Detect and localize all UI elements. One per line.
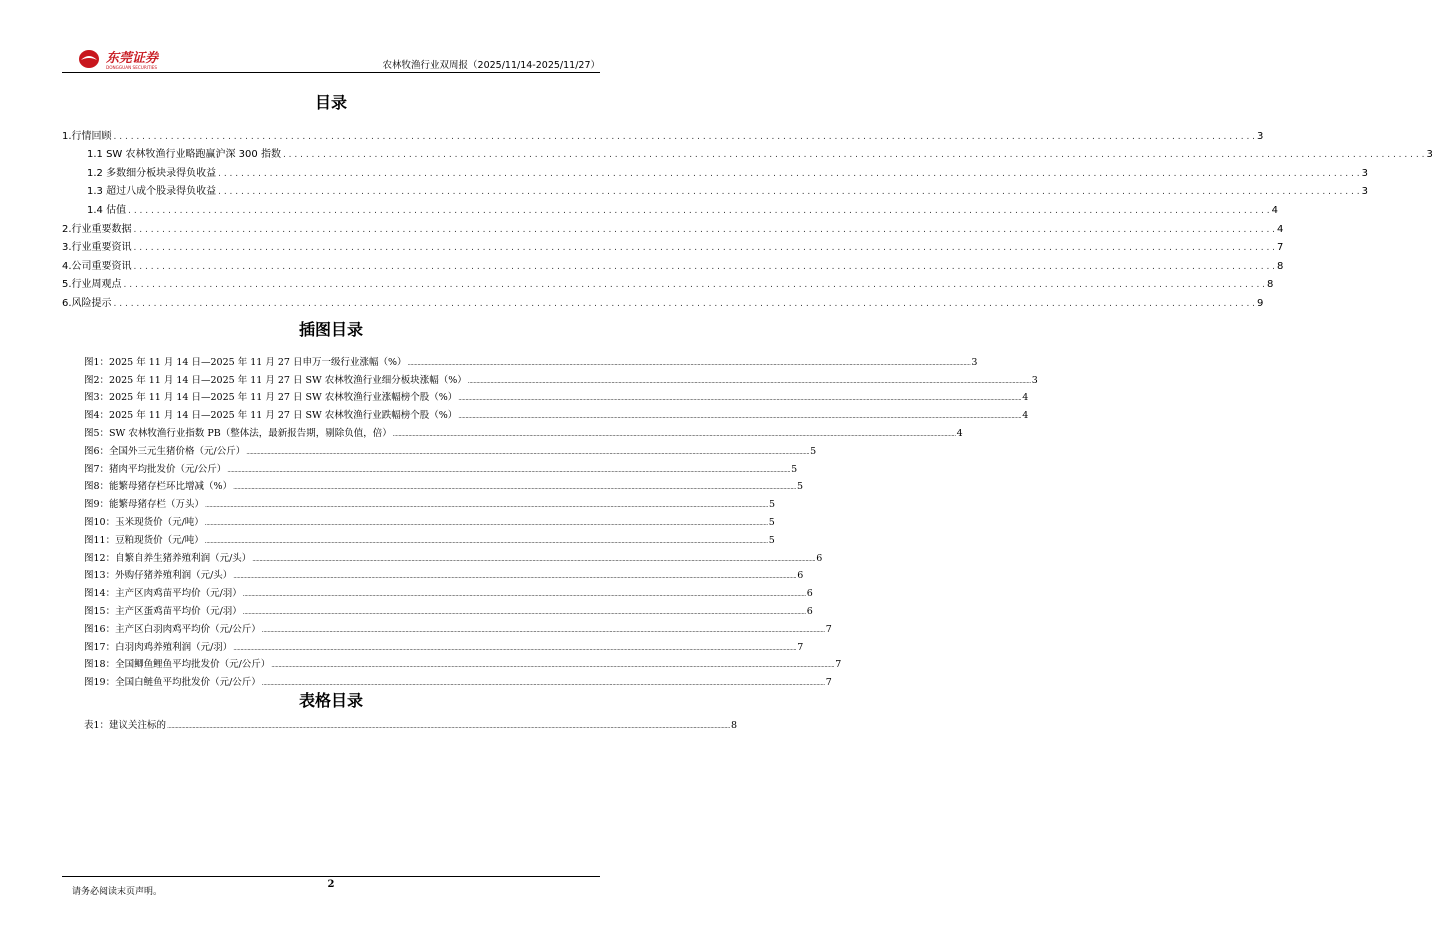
- entry-page-number: 5: [768, 499, 775, 511]
- list-item[interactable]: [84, 714, 737, 732]
- dot-leader: ................................................................................................................................................................................................................................................................................................................................................................................................................: [271, 662, 835, 670]
- dot-leader: ................................................................................................................................................................................................................................................................................................................................................................................................................: [242, 591, 806, 599]
- entry-page-number: 3: [1031, 374, 1038, 386]
- entry-label: 2.行业重要数据: [62, 223, 132, 235]
- entry-page-number: 3: [1257, 130, 1264, 142]
- dot-leader: . . . . . . . . . . . . . . . . . . . . . . . . . . . . . . . . . . . . . . . . . . . . . . . . . . . . . . . . . . . . . . . . . . . . . . . . . . . . . . . . . . . . . . . . . . . . . . . . . . . . . . . . . . . . . . . . . . . . . . . . . . . . . . . . . . . . . . . . . . . . . . . . . . . . . . . . . . . . . . . . . . . . . . . . . . . . . . . . . . . . . . . . . . . . . . . . . . . . . . . .: [218, 168, 1360, 179]
- header-divider: [62, 72, 600, 73]
- toc-entry[interactable]: [62, 181, 1368, 200]
- list-item[interactable]: [84, 671, 832, 689]
- list-item[interactable]: [84, 493, 775, 511]
- entry-label: 图8：能繁母猪存栏环比增减（%）: [84, 481, 233, 493]
- entry-page-number: 3: [1361, 167, 1368, 179]
- dot-leader: ................................................................................................................................................................................................................................................................................................................................................................................................................: [407, 359, 971, 367]
- entry-page-number: 4: [1022, 410, 1029, 422]
- entry-page-number: 6: [806, 588, 813, 600]
- toc-entry[interactable]: [62, 274, 1274, 293]
- dot-leader: ................................................................................................................................................................................................................................................................................................................................................................................................................: [205, 502, 768, 510]
- entry-page-number: 4: [1271, 204, 1278, 216]
- entry-page-number: 4: [1277, 223, 1284, 235]
- dot-leader: ................................................................................................................................................................................................................................................................................................................................................................................................................: [233, 644, 797, 652]
- entry-page-number: 7: [825, 677, 832, 689]
- entry-page-number: 7: [797, 641, 804, 653]
- toc-entry[interactable]: [62, 125, 1264, 144]
- entry-label: 表1：建议关注标的: [84, 719, 167, 731]
- list-item[interactable]: [84, 476, 804, 494]
- entry-label: 图18：全国鲫鱼鲤鱼平均批发价（元/公斤）: [84, 659, 271, 671]
- dot-leader: ................................................................................................................................................................................................................................................................................................................................................................................................................: [204, 519, 768, 527]
- dot-leader: ................................................................................................................................................................................................................................................................................................................................................................................................................: [204, 537, 768, 545]
- entry-label: 图6：全国外三元生猪价格（元/公斤）: [84, 445, 246, 457]
- dot-leader: ................................................................................................................................................................................................................................................................................................................................................................................................................: [233, 484, 796, 492]
- dot-leader: ................................................................................................................................................................................................................................................................................................................................................................................................................: [261, 626, 825, 634]
- entry-page-number: 6: [797, 570, 804, 582]
- dot-leader: ................................................................................................................................................................................................................................................................................................................................................................................................................: [242, 608, 806, 616]
- dot-leader: ................................................................................................................................................................................................................................................................................................................................................................................................................: [167, 722, 730, 730]
- entry-page-number: 6: [806, 605, 813, 617]
- toc-entry[interactable]: [62, 162, 1368, 181]
- page-header: [62, 40, 600, 72]
- entry-label: 3.行业重要资讯: [62, 242, 132, 254]
- toc-entry[interactable]: [62, 218, 1284, 237]
- dot-leader: ................................................................................................................................................................................................................................................................................................................................................................................................................: [458, 413, 1022, 421]
- list-item[interactable]: [84, 600, 813, 618]
- dot-leader: ................................................................................................................................................................................................................................................................................................................................................................................................................: [227, 466, 791, 474]
- entry-label: 5.行业周观点: [62, 279, 122, 291]
- dot-leader: . . . . . . . . . . . . . . . . . . . . . . . . . . . . . . . . . . . . . . . . . . . . . . . . . . . . . . . . . . . . . . . . . . . . . . . . . . . . . . . . . . . . . . . . . . . . . . . . . . . . . . . . . . . . . . . . . . . . . . . . . . . . . . . . . . . . . . . . . . . . . . . . . . . . . . . . . . . . . . . . . . . . . . . . . . . . . . . . . . . . . . . . . . . . . . . . . . . . . . . .: [133, 224, 1276, 235]
- list-item[interactable]: [84, 404, 1029, 422]
- entry-page-number: 5: [791, 463, 798, 475]
- list-item[interactable]: [84, 458, 798, 476]
- dot-leader: . . . . . . . . . . . . . . . . . . . . . . . . . . . . . . . . . . . . . . . . . . . . . . . . . . . . . . . . . . . . . . . . . . . . . . . . . . . . . . . . . . . . . . . . . . . . . . . . . . . . . . . . . . . . . . . . . . . . . . . . . . . . . . . . . . . . . . . . . . . . . . . . . . . . . . . . . . . . . . . . . . . . . . . . . . . . . . . . . . . . . . . . . . . . . . . . . . . . . . . .: [218, 187, 1360, 198]
- entry-label: 图13：外购仔猪养殖利润（元/头）: [84, 570, 233, 582]
- entry-page-number: 7: [825, 623, 832, 635]
- list-item[interactable]: [84, 422, 963, 440]
- logo-brand-name: 东莞证券: [106, 51, 159, 66]
- logo-emblem: [79, 50, 99, 68]
- entry-label: 图11：豆粕现货价（元/吨）: [84, 534, 204, 546]
- list-item[interactable]: [84, 565, 804, 583]
- entry-label: 图19：全国白鲢鱼平均批发价（元/公斤）: [84, 677, 261, 689]
- list-item[interactable]: [84, 440, 817, 458]
- list-item[interactable]: [84, 387, 1029, 405]
- entry-page-number: 9: [1257, 297, 1264, 309]
- dot-leader: ................................................................................................................................................................................................................................................................................................................................................................................................................: [252, 555, 816, 563]
- dot-leader: ................................................................................................................................................................................................................................................................................................................................................................................................................: [261, 680, 825, 688]
- entry-label: 图1：2025 年 11 月 14 日—2025 年 11 月 27 日申万一级行业涨幅（%）: [84, 356, 407, 368]
- dongguan-securities-logo: [78, 48, 208, 70]
- list-item[interactable]: [84, 511, 775, 529]
- entry-label: 图17：白羽肉鸡养殖利润（元/羽）: [84, 641, 233, 653]
- entry-page-number: 8: [730, 719, 737, 731]
- entry-page-number: 7: [1277, 242, 1284, 254]
- entry-label: 图4：2025 年 11 月 14 日—2025 年 11 月 27 日 SW 农林牧渔行业跌幅榜个股（%）: [84, 410, 458, 422]
- footer-divider: [62, 876, 600, 877]
- entry-label: 图3：2025 年 11 月 14 日—2025 年 11 月 27 日 SW 农林牧渔行业涨幅榜个股（%）: [84, 392, 458, 404]
- toc-entry[interactable]: [62, 199, 1278, 218]
- dot-leader: . . . . . . . . . . . . . . . . . . . . . . . . . . . . . . . . . . . . . . . . . . . . . . . . . . . . . . . . . . . . . . . . . . . . . . . . . . . . . . . . . . . . . . . . . . . . . . . . . . . . . . . . . . . . . . . . . . . . . . . . . . . . . . . . . . . . . . . . . . . . . . . . . . . . . . . . . . . . . . . . . . . . . . . . . . . . . . . . . . . . . . . . . . . . . . . . . . . . . . . .: [128, 205, 1270, 216]
- dot-leader: . . . . . . . . . . . . . . . . . . . . . . . . . . . . . . . . . . . . . . . . . . . . . . . . . . . . . . . . . . . . . . . . . . . . . . . . . . . . . . . . . . . . . . . . . . . . . . . . . . . . . . . . . . . . . . . . . . . . . . . . . . . . . . . . . . . . . . . . . . . . . . . . . . . . . . . . . . . . . . . . . . . . . . . . . . . . . . . . . . . . . . . . . . . . . . . . . . . . . . . .: [113, 298, 1256, 309]
- entry-label: 图7：猪肉平均批发价（元/公斤）: [84, 463, 227, 475]
- entry-page-number: 8: [1277, 260, 1284, 272]
- entry-page-number: 5: [796, 481, 804, 493]
- figures-title: 插图目录: [298, 320, 363, 339]
- toc-entry[interactable]: [62, 144, 1433, 163]
- entry-label: 1.2 多数细分板块录得负收益: [87, 167, 217, 179]
- entry-page-number: 4: [956, 427, 963, 439]
- entry-label: 图14：主产区肉鸡苗平均价（元/羽）: [84, 588, 242, 600]
- table-list: [84, 714, 737, 732]
- list-item[interactable]: [84, 582, 813, 600]
- list-item[interactable]: [84, 636, 804, 654]
- list-item[interactable]: [84, 369, 1038, 387]
- dot-leader: ................................................................................................................................................................................................................................................................................................................................................................................................................: [458, 395, 1022, 403]
- entry-label: 图9：能繁母猪存栏（万头）: [84, 499, 205, 511]
- entry-label: 图5：SW 农林牧渔行业指数 PB（整体法，最新报告期，剔除负值，倍）: [84, 427, 392, 439]
- list-item[interactable]: [84, 654, 842, 672]
- dot-leader: . . . . . . . . . . . . . . . . . . . . . . . . . . . . . . . . . . . . . . . . . . . . . . . . . . . . . . . . . . . . . . . . . . . . . . . . . . . . . . . . . . . . . . . . . . . . . . . . . . . . . . . . . . . . . . . . . . . . . . . . . . . . . . . . . . . . . . . . . . . . . . . . . . . . . . . . . . . . . . . . . . . . . . . . . . . . . . . . . . . . . . . . . . . . . . . . . . . . . . . .: [133, 261, 1276, 272]
- entry-page-number: 6: [816, 552, 823, 564]
- list-item[interactable]: [84, 618, 832, 636]
- list-item[interactable]: [84, 547, 823, 565]
- list-item[interactable]: [84, 529, 775, 547]
- entry-page-number: 5: [768, 516, 775, 528]
- entry-page-number: 3: [1426, 149, 1433, 161]
- entry-label: 图2：2025 年 11 月 14 日—2025 年 11 月 27 日 SW 农林牧渔行业细分板块涨幅（%）: [84, 374, 467, 386]
- logo-brand-sub: DONGGUAN SECURITIES: [106, 65, 158, 70]
- dot-leader: ................................................................................................................................................................................................................................................................................................................................................................................................................: [392, 430, 956, 438]
- dot-leader: . . . . . . . . . . . . . . . . . . . . . . . . . . . . . . . . . . . . . . . . . . . . . . . . . . . . . . . . . . . . . . . . . . . . . . . . . . . . . . . . . . . . . . . . . . . . . . . . . . . . . . . . . . . . . . . . . . . . . . . . . . . . . . . . . . . . . . . . . . . . . . . . . . . . . . . . . . . . . . . . . . . . . . . . . . . . . . . . . . . . . . . . . . . . . . . . . . . . . . . .: [282, 150, 1425, 161]
- toc-entry[interactable]: [62, 255, 1284, 274]
- report-title: 农林牧渔行业双周报（2025/11/14-2025/11/27）: [382, 60, 600, 71]
- toc-title: 目录: [314, 93, 347, 112]
- dot-leader: . . . . . . . . . . . . . . . . . . . . . . . . . . . . . . . . . . . . . . . . . . . . . . . . . . . . . . . . . . . . . . . . . . . . . . . . . . . . . . . . . . . . . . . . . . . . . . . . . . . . . . . . . . . . . . . . . . . . . . . . . . . . . . . . . . . . . . . . . . . . . . . . . . . . . . . . . . . . . . . . . . . . . . . . . . . . . . . . . . . . . . . . . . . . . . . . . . . . . . . .: [133, 243, 1276, 254]
- dot-leader: ................................................................................................................................................................................................................................................................................................................................................................................................................: [246, 448, 810, 456]
- toc-entry[interactable]: [62, 292, 1264, 311]
- entry-label: 图15：主产区蛋鸡苗平均价（元/羽）: [84, 605, 242, 617]
- toc-list: [62, 125, 1433, 311]
- entry-label: 6.风险提示: [62, 297, 112, 309]
- entry-label: 4.公司重要资讯: [62, 260, 132, 272]
- entry-label: 1.行情回顾: [62, 130, 112, 142]
- entry-label: 图16：主产区白羽肉鸡平均价（元/公斤）: [84, 623, 261, 635]
- entry-page-number: 3: [1361, 186, 1368, 198]
- dot-leader: . . . . . . . . . . . . . . . . . . . . . . . . . . . . . . . . . . . . . . . . . . . . . . . . . . . . . . . . . . . . . . . . . . . . . . . . . . . . . . . . . . . . . . . . . . . . . . . . . . . . . . . . . . . . . . . . . . . . . . . . . . . . . . . . . . . . . . . . . . . . . . . . . . . . . . . . . . . . . . . . . . . . . . . . . . . . . . . . . . . . . . . . . . . . . . . . . . . . . . . .: [113, 131, 1256, 142]
- figure-list: [84, 351, 1038, 689]
- entry-label: 1.1 SW 农林牧渔行业略跑赢沪深 300 指数: [87, 149, 281, 161]
- list-item[interactable]: [84, 351, 978, 369]
- entry-label: 图10：玉米现货价（元/吨）: [84, 516, 204, 528]
- dot-leader: ................................................................................................................................................................................................................................................................................................................................................................................................................: [467, 377, 1031, 385]
- toc-entry[interactable]: [62, 237, 1284, 256]
- entry-label: 1.4 估值: [87, 204, 127, 216]
- entry-label: 图12：自繁自养生猪养殖利润（元/头）: [84, 552, 252, 564]
- entry-page-number: 5: [768, 534, 775, 546]
- entry-label: 1.3 超过八成个股录得负收益: [87, 186, 217, 198]
- entry-page-number: 4: [1022, 392, 1029, 404]
- entry-page-number: 5: [810, 445, 817, 457]
- footer-disclaimer: 请务必阅读末页声明。: [72, 887, 163, 897]
- entry-page-number: 3: [971, 356, 978, 368]
- dot-leader: ................................................................................................................................................................................................................................................................................................................................................................................................................: [233, 573, 797, 581]
- dot-leader: . . . . . . . . . . . . . . . . . . . . . . . . . . . . . . . . . . . . . . . . . . . . . . . . . . . . . . . . . . . . . . . . . . . . . . . . . . . . . . . . . . . . . . . . . . . . . . . . . . . . . . . . . . . . . . . . . . . . . . . . . . . . . . . . . . . . . . . . . . . . . . . . . . . . . . . . . . . . . . . . . . . . . . . . . . . . . . . . . . . . . . . . . . . . . . . . . . . . . . . .: [123, 280, 1266, 291]
- page-number: 2: [327, 879, 335, 890]
- entry-page-number: 8: [1267, 279, 1274, 291]
- tables-title: 表格目录: [298, 691, 363, 710]
- entry-page-number: 7: [835, 659, 842, 671]
